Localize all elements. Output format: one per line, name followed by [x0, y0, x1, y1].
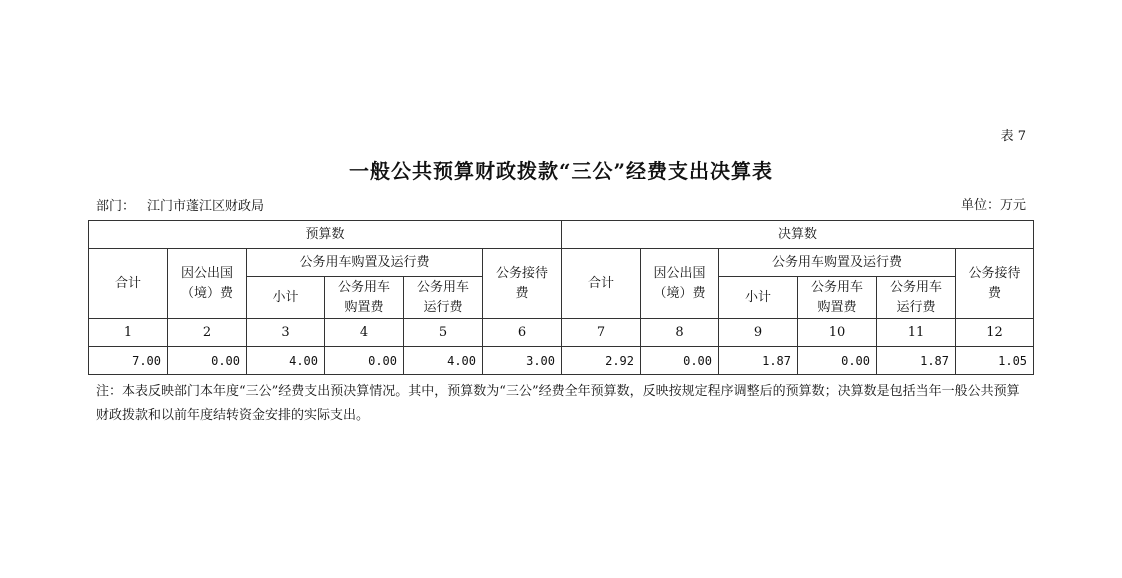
table-number: 表 7	[1000, 129, 1026, 144]
final-abroad-line2: （境）费	[653, 285, 706, 301]
value-cell: 3.00	[483, 347, 562, 375]
column-number-cell: 4	[325, 319, 404, 347]
column-number-cell: 12	[956, 319, 1034, 347]
column-number-cell: 10	[798, 319, 877, 347]
value-cell: 4.00	[247, 347, 325, 375]
budget-vehicle-operation-line1: 公务用车	[416, 279, 469, 295]
final-reception-line1: 公务接待	[968, 265, 1021, 281]
value-cell: 1.87	[719, 347, 798, 375]
column-number-cell: 3	[247, 319, 325, 347]
final-total-header: 合计	[562, 249, 641, 319]
final-reception-header	[956, 249, 1034, 319]
budget-vehicle-operation-line2: 运行费	[423, 299, 463, 315]
value-cell: 0.00	[798, 347, 877, 375]
final-reception-line2: 费	[988, 285, 1002, 301]
page-title: 一般公共预算财政拨款“三公”经费支出决算表	[348, 159, 773, 183]
header-row-groups	[89, 221, 1034, 249]
column-number-cell: 2	[168, 319, 247, 347]
final-abroad-header	[641, 249, 719, 319]
value-cell: 0.00	[641, 347, 719, 375]
budget-reception-line2: 费	[515, 285, 529, 301]
budget-group-header: 预算数	[89, 221, 562, 249]
value-cell: 0.00	[325, 347, 404, 375]
budget-vehicle-purchase-line1: 公务用车	[337, 279, 390, 295]
column-number-cell: 7	[562, 319, 641, 347]
budget-abroad-line2: （境）费	[180, 285, 233, 301]
budget-reception-line1: 公务接待	[496, 265, 549, 281]
final-vehicle-operation-header	[877, 277, 956, 319]
table-note: 注：本表反映部门本年度“三公”经费支出预决算情况。其中，预算数为“三公”经费全年预算数，反映按规定程序调整后的预算数；决算数是包括当年一般公共预算财政拨款和以前年度结转资金安排的实际支出。	[96, 384, 1020, 423]
final-vehicle-group-header: 公务用车购置及运行费	[719, 249, 956, 277]
value-cell: 4.00	[404, 347, 483, 375]
budget-vehicle-purchase-line2: 购置费	[344, 299, 384, 315]
budget-vehicle-group-header: 公务用车购置及运行费	[247, 249, 483, 277]
unit-label: 单位：万元	[960, 198, 1026, 213]
final-vehicle-operation-line1: 公务用车	[890, 279, 943, 295]
value-cell: 1.87	[877, 347, 956, 375]
department-line	[96, 195, 264, 214]
budget-abroad-header	[168, 249, 247, 319]
values-row	[89, 347, 1034, 375]
department-label: 部门：	[96, 199, 136, 214]
budget-vehicle-operation-header	[404, 277, 483, 319]
department-name: 江门市蓬江区财政局	[147, 199, 265, 214]
column-number-cell: 6	[483, 319, 562, 347]
column-number-cell: 9	[719, 319, 798, 347]
value-cell: 2.92	[562, 347, 641, 375]
final-vehicle-purchase-line1: 公务用车	[811, 279, 864, 295]
expenditure-table	[88, 220, 1034, 375]
final-vehicle-purchase-line2: 购置费	[817, 299, 857, 315]
column-number-cell: 11	[877, 319, 956, 347]
column-number-cell: 1	[89, 319, 168, 347]
header-row-categories	[89, 249, 1034, 277]
column-number-cell: 5	[404, 319, 483, 347]
final-subtotal-header: 小计	[719, 277, 798, 319]
budget-subtotal-header: 小计	[247, 277, 325, 319]
budget-reception-header	[483, 249, 562, 319]
budget-vehicle-purchase-header	[325, 277, 404, 319]
value-cell: 1.05	[956, 347, 1034, 375]
column-number-cell: 8	[641, 319, 719, 347]
final-group-header: 决算数	[562, 221, 1034, 249]
final-vehicle-purchase-header	[798, 277, 877, 319]
final-abroad-line1: 因公出国	[653, 265, 706, 281]
value-cell: 7.00	[89, 347, 168, 375]
final-vehicle-operation-line2: 运行费	[896, 299, 936, 315]
value-cell: 0.00	[168, 347, 247, 375]
column-number-row	[89, 319, 1034, 347]
budget-total-header: 合计	[89, 249, 168, 319]
budget-abroad-line1: 因公出国	[180, 265, 233, 281]
